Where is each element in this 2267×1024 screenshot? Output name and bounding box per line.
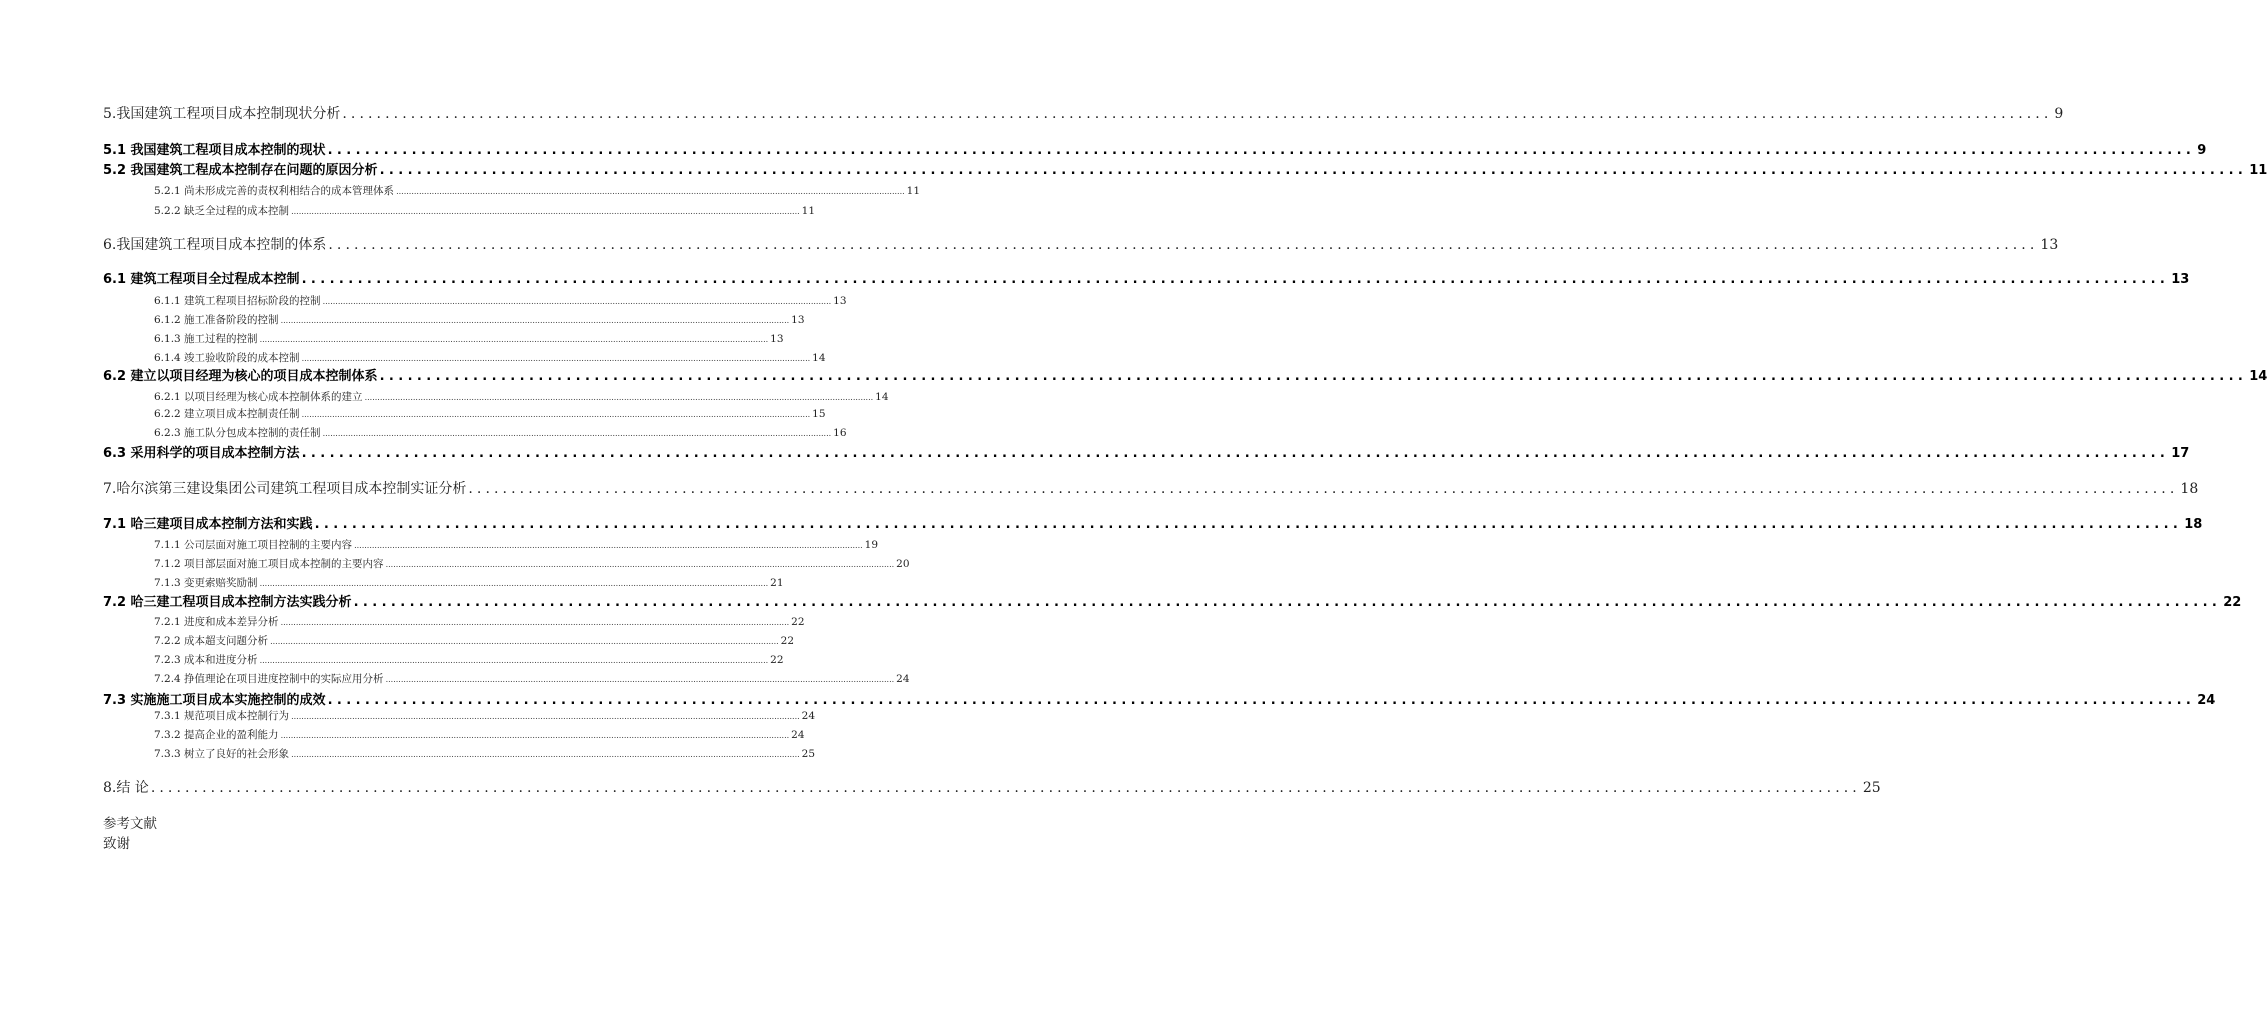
toc-entry-level2[interactable] <box>103 268 2190 287</box>
dot-leader: ........................................................................................................................................................................................................ <box>385 560 895 569</box>
dot-leader: ........................................................................................................................................................................................................ <box>259 335 769 344</box>
toc-entry-level3[interactable] <box>154 537 879 552</box>
dot-leader: ........................................................................................................................................................................................................ <box>280 316 790 325</box>
toc-entry-page-number: 9 <box>2197 143 2207 158</box>
toc-entry-level2[interactable] <box>103 365 2267 384</box>
toc-entry-page-number: 24 <box>896 673 910 685</box>
toc-entry-level3[interactable] <box>154 708 816 723</box>
toc-entry-title: 6.2.3 施工队分包成本控制的责任制 <box>154 427 321 439</box>
toc-entry-level3[interactable] <box>154 425 847 440</box>
dot-leader: ........................................................................................................................................................................................................ <box>291 750 800 759</box>
toc-entry-page-number: 24 <box>801 710 816 722</box>
toc-entry-level2[interactable] <box>103 442 2190 461</box>
toc-entry-title: 5.2.2 缺乏全过程的成本控制 <box>154 205 290 217</box>
dot-leader: ........................................................................................................................................................................................................ <box>270 637 779 646</box>
toc-entry-title: 6.2.2 建立项目成本控制责任制 <box>154 408 300 420</box>
dot-leader: ........................................................................................................................................................................................................ <box>291 207 800 216</box>
toc-entry-level3[interactable] <box>154 633 795 648</box>
toc-entry-title: 7.1.3 变更索赔奖励制 <box>154 577 258 589</box>
toc-entry-title: 7.1 哈三建项目成本控制方法和实践 <box>103 517 313 532</box>
toc-entry-page-number: 22 <box>780 635 795 647</box>
toc-entry-level3[interactable] <box>154 350 826 365</box>
toc-entry-title: 7.3 实施施工项目成本实施控制的成效 <box>103 693 326 708</box>
toc-entry-title: 6.1 建筑工程项目全过程成本控制 <box>103 272 300 287</box>
toc-entry-title: 6.1.4 竣工验收阶段的成本控制 <box>154 352 300 364</box>
toc-entry-level2[interactable] <box>103 591 2242 610</box>
toc-entry-title: 7.2.4 挣值理论在项目进度控制中的实际应用分析 <box>154 673 384 685</box>
toc-entry-level3[interactable] <box>154 183 921 198</box>
toc-entry-level2[interactable] <box>103 513 2203 532</box>
toc-entry-title: 5.2.1 尚未形成完善的责权利相结合的成本管理体系 <box>154 185 395 197</box>
toc-entry-level3[interactable] <box>154 556 910 571</box>
toc-entry-title: 6.1.2 施工准备阶段的控制 <box>154 314 279 326</box>
toc-entry-page-number: 17 <box>2171 446 2190 461</box>
toc-entry-level3[interactable] <box>154 293 847 308</box>
toc-entry-level3[interactable] <box>154 406 826 421</box>
dot-leader: ........................................................................................................................................................................................................ <box>301 272 2170 287</box>
toc-entry-page-number: 22 <box>770 654 784 666</box>
dot-leader: ........................................................................................................................................................................................................ <box>259 579 769 588</box>
toc-entry-title: 6.3 采用科学的项目成本控制方法 <box>103 446 300 461</box>
toc-entry-level3[interactable] <box>154 671 910 686</box>
toc-entry-page-number: 9 <box>2054 106 2064 122</box>
toc-entry-title: 6.1.3 施工过程的控制 <box>154 333 258 345</box>
toc-entry-page-number: 25 <box>1862 780 1881 796</box>
toc-entry-level3[interactable] <box>154 727 805 742</box>
toc-entry-title: 7.3.2 提高企业的盈利能力 <box>154 729 279 741</box>
toc-entry-page-number: 13 <box>2171 272 2190 287</box>
dot-leader: ........................................................................................................................................................................................................ <box>327 693 2196 708</box>
toc-entry-page-number: 22 <box>2223 595 2242 610</box>
dot-leader: ........................................................................................................................................................................................................ <box>328 237 2039 253</box>
dot-leader: ........................................................................................................................................................................................................ <box>322 429 832 438</box>
toc-entry-level3[interactable] <box>154 203 816 218</box>
dot-leader: ........................................................................................................................................................................................................ <box>364 393 874 402</box>
toc-entry-title: 5.1 我国建筑工程项目成本控制的现状 <box>103 143 326 158</box>
dot-leader: ........................................................................................................................................................................................................ <box>379 163 2248 178</box>
toc-entry-page-number: 15 <box>812 408 826 420</box>
toc-entry-page-number: 11 <box>801 205 816 217</box>
toc-entry-level1[interactable] <box>103 478 2199 498</box>
dot-leader: ........................................................................................................................................................................................................ <box>301 410 811 419</box>
dot-leader: ........................................................................................................................................................................................................ <box>301 446 2170 461</box>
toc-entry-title: 6.2 建立以项目经理为核心的项目成本控制体系 <box>103 369 378 384</box>
toc-entry-page-number: 16 <box>833 427 847 439</box>
dot-leader: ........................................................................................................................................................................................................ <box>314 517 2183 532</box>
toc-entry-title: 6.2.1 以项目经理为核心成本控制体系的建立 <box>154 391 363 403</box>
toc-entry-title: 5.我国建筑工程项目成本控制现状分析 <box>103 106 341 122</box>
toc-entry-page-number: 13 <box>2040 237 2059 253</box>
toc-entry-level2[interactable] <box>103 689 2216 708</box>
dot-leader: ........................................................................................................................................................................................................ <box>259 656 769 665</box>
dot-leader: ........................................................................................................................................................................................................ <box>291 712 800 721</box>
dot-leader: ........................................................................................................................................................................................................ <box>468 481 2179 497</box>
toc-entry-title: 7.3.3 树立了良好的社会形象 <box>154 748 290 760</box>
toc-entry-title: 8.结 论 <box>103 780 149 796</box>
dot-leader: ........................................................................................................................................................................................................ <box>385 675 895 684</box>
toc-entry-level3[interactable] <box>154 312 805 327</box>
toc-entry-title: 6.我国建筑工程项目成本控制的体系 <box>103 237 327 253</box>
toc-entry-page-number: 22 <box>791 616 805 628</box>
toc-entry-page-number: 21 <box>770 577 784 589</box>
toc-entry-level3[interactable] <box>154 614 805 629</box>
toc-entry-page-number: 13 <box>833 295 847 307</box>
dot-leader: ........................................................................................................................................................................................................ <box>150 780 1861 796</box>
dot-leader: ........................................................................................................................................................................................................ <box>396 187 905 196</box>
toc-entry-title: 7.1.2 项目部层面对施工项目成本控制的主要内容 <box>154 558 384 570</box>
dot-leader: ........................................................................................................................................................................................................ <box>280 731 790 740</box>
dot-leader: ........................................................................................................................................................................................................ <box>342 106 2053 122</box>
toc-entry-level3[interactable] <box>154 331 784 346</box>
toc-entry-title: 7.2.1 进度和成本差异分析 <box>154 616 279 628</box>
toc-entry-page-number: 11 <box>906 185 921 197</box>
toc-entry-page-number: 13 <box>791 314 805 326</box>
toc-entry-page-number: 14 <box>812 352 826 364</box>
toc-entry-page-number: 18 <box>2184 517 2203 532</box>
toc-entry-level2[interactable] <box>103 139 2207 158</box>
dot-leader: ........................................................................................................................................................................................................ <box>354 541 863 550</box>
toc-entry-title: 7.3.1 规范项目成本控制行为 <box>154 710 290 722</box>
references-heading: 参考文献 <box>103 816 157 832</box>
toc-entry-level1[interactable] <box>103 103 2064 123</box>
dot-leader: ........................................................................................................................................................................................................ <box>327 143 2196 158</box>
toc-entry-page-number: 24 <box>2197 693 2216 708</box>
acknowledgements-heading: 致谢 <box>103 836 130 852</box>
toc-entry-title: 7.2.2 成本超支问题分析 <box>154 635 269 647</box>
toc-entry-level3[interactable] <box>154 746 816 761</box>
toc-entry-level1[interactable] <box>103 234 2059 254</box>
toc-entry-page-number: 19 <box>864 539 879 551</box>
toc-entry-level1[interactable] <box>103 777 1881 797</box>
toc-entry-page-number: 14 <box>2249 369 2267 384</box>
toc-entry-level3[interactable] <box>154 575 784 590</box>
toc-entry-title: 7.1.1 公司层面对施工项目控制的主要内容 <box>154 539 353 551</box>
toc-entry-level3[interactable] <box>154 652 784 667</box>
toc-entry-title: 6.1.1 建筑工程项目招标阶段的控制 <box>154 295 321 307</box>
toc-entry-page-number: 13 <box>770 333 784 345</box>
dot-leader: ........................................................................................................................................................................................................ <box>322 297 832 306</box>
toc-entry-level3[interactable] <box>154 389 889 404</box>
toc-entry-page-number: 20 <box>896 558 910 570</box>
toc-entry-page-number: 14 <box>875 391 889 403</box>
dot-leader: ........................................................................................................................................................................................................ <box>379 369 2248 384</box>
dot-leader: ........................................................................................................................................................................................................ <box>280 618 790 627</box>
toc-entry-title: 5.2 我国建筑工程成本控制存在问题的原因分析 <box>103 163 378 178</box>
dot-leader: ........................................................................................................................................................................................................ <box>301 354 811 363</box>
toc-entry-title: 7.2.3 成本和进度分析 <box>154 654 258 666</box>
toc-entry-page-number: 24 <box>791 729 805 741</box>
toc-entry-title: 7.2 哈三建工程项目成本控制方法实践分析 <box>103 595 352 610</box>
toc-entry-title: 7.哈尔滨第三建设集团公司建筑工程项目成本控制实证分析 <box>103 481 467 497</box>
dot-leader: ........................................................................................................................................................................................................ <box>353 595 2222 610</box>
toc-entry-level2[interactable] <box>103 159 2267 178</box>
toc-entry-page-number: 25 <box>801 748 816 760</box>
toc-entry-page-number: 18 <box>2180 481 2199 497</box>
toc-entry-page-number: 11 <box>2249 163 2267 178</box>
